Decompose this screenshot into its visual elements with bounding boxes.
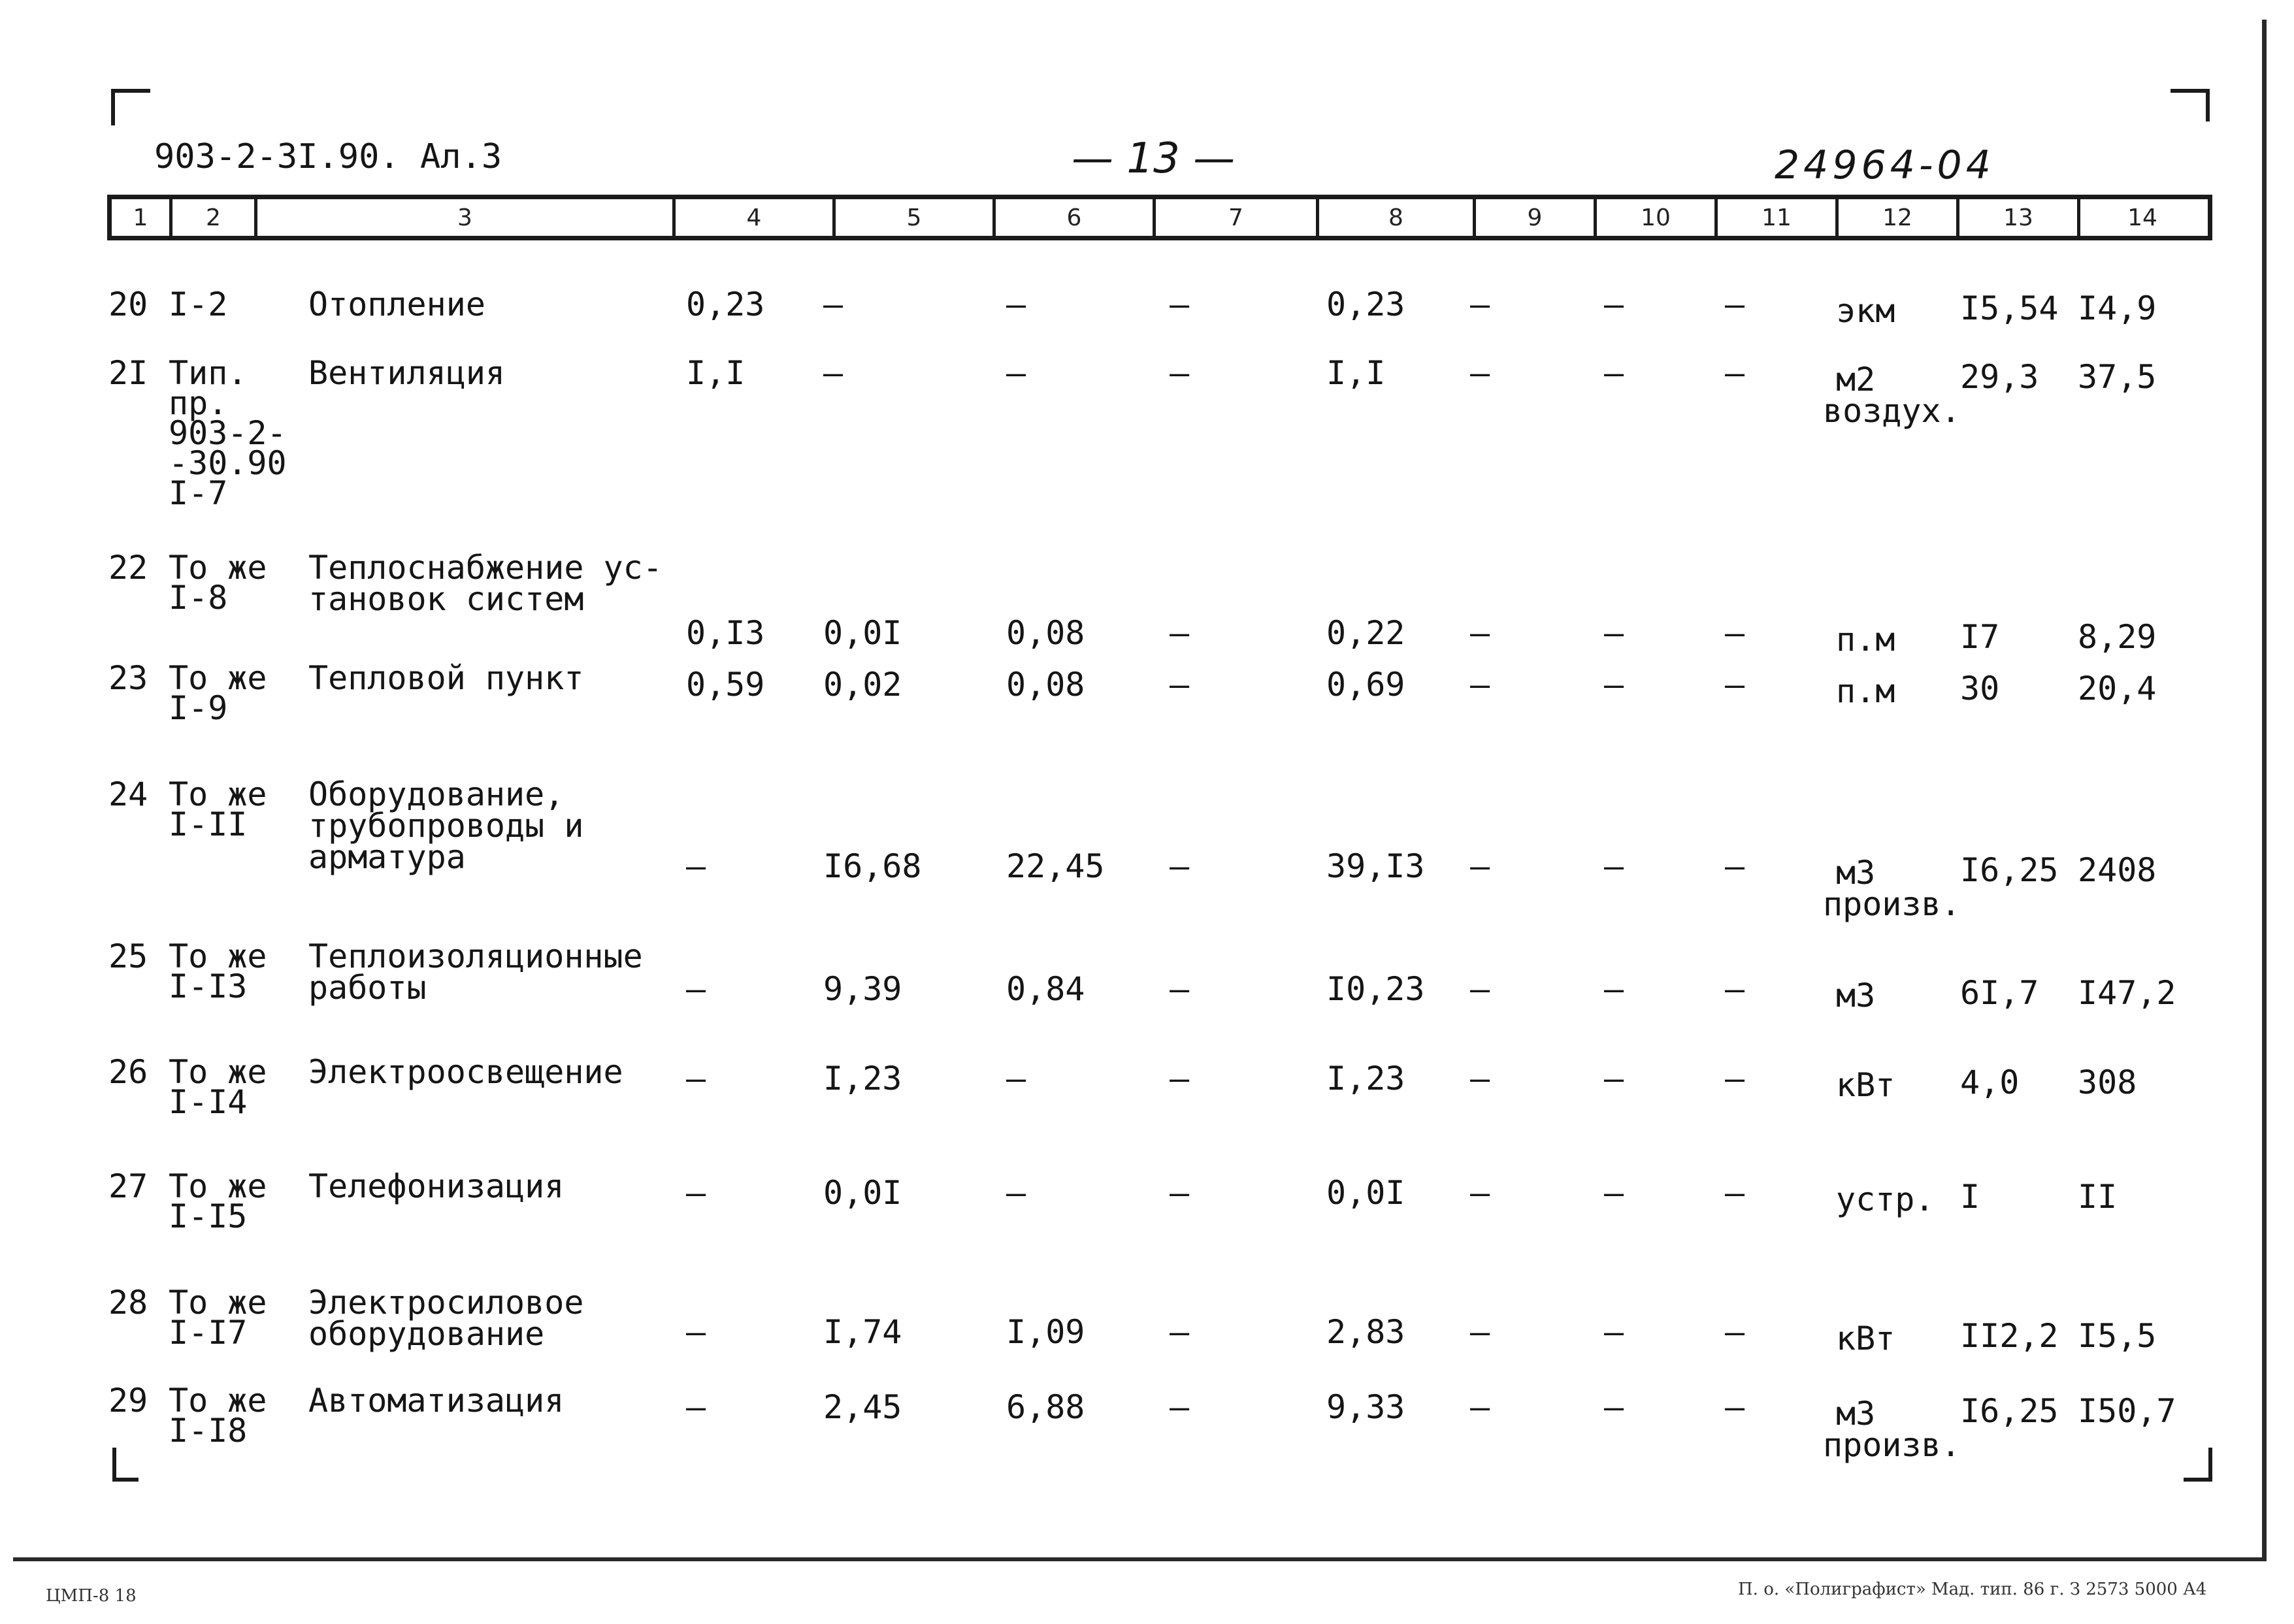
row-value-c7: – [1170,1313,1190,1351]
row-reference: То же [169,775,267,813]
row-reference: То же [169,1382,267,1420]
row-reference: I-I3 [169,967,248,1005]
row-reference: То же [169,1053,267,1091]
row-name: Тепловой пункт [308,659,584,697]
row-name: арматура [308,838,466,876]
column-number-9: 9 [1476,199,1597,236]
row-value-c6: – [1006,1174,1026,1212]
row-reference: I-I5 [169,1197,248,1235]
row-value-c9: – [1470,1174,1490,1212]
corner-mark-top-right [2206,89,2210,122]
row-number: 27 [108,1167,148,1205]
row-value-c14: 37,5 [2078,358,2157,396]
row-value-c4: I,I [686,354,746,392]
row-value-c5: I,74 [823,1313,902,1351]
row-name: работы [308,969,427,1007]
row-number: 28 [108,1284,148,1322]
row-value-c6: – [1006,1060,1026,1097]
row-value-c10: – [1604,1060,1624,1097]
document-code: 903-2-3I.90. Ал.3 [154,137,502,176]
row-name: Теплоизоляционные [308,937,643,975]
row-value-c10: – [1604,1388,1624,1426]
row-reference: пр. [169,384,228,422]
row-name: Теплоснабжение ус- [308,549,663,587]
row-value-c10: – [1604,666,1624,704]
row-value-c14: 8,29 [2078,618,2157,656]
row-value-c8: 0,69 [1326,666,1405,704]
row-unit: экм [1836,292,1895,330]
row-name: оборудование [308,1315,545,1353]
row-value-c9: – [1470,614,1490,652]
row-value-c11: – [1725,614,1745,652]
row-name: Вентиляция [308,354,506,392]
row-name: Оборудование, [308,775,565,813]
row-value-c8: 9,33 [1326,1388,1405,1426]
corner-mark-bottom-left [112,1448,116,1480]
row-unit: м3 [1836,1395,1876,1433]
row-value-c13: 4,0 [1960,1064,2020,1101]
corner-mark-bottom-right-h [2184,1478,2212,1482]
row-value-c9: – [1470,285,1490,323]
row-reference: То же [169,1167,267,1205]
row-value-c10: – [1604,614,1624,652]
row-reference: I-7 [169,474,228,512]
row-value-c4: – [686,847,706,885]
row-value-c7: – [1170,614,1190,652]
row-value-c14: I50,7 [2078,1392,2176,1430]
row-unit: кВт [1836,1066,1895,1104]
row-value-c6: 0,08 [1006,666,1085,704]
row-value-c14: 308 [2078,1064,2137,1101]
row-value-c4: – [686,1174,706,1212]
row-unit: м2 [1836,361,1876,398]
row-reference: I-2 [169,285,228,323]
corner-mark-bottom-right [2208,1448,2212,1480]
row-unit: п.м [1836,672,1895,710]
row-value-c14: I47,2 [2078,974,2176,1012]
row-value-c5: 0,0I [823,1174,902,1212]
page-number: — 13 — [1072,135,1236,183]
page-border-right [2262,20,2267,1561]
row-value-c13: 29,3 [1960,358,2039,396]
column-number-4: 4 [676,199,836,236]
row-value-c14: 2408 [2078,851,2157,889]
column-number-10: 10 [1597,199,1718,236]
row-value-c9: – [1470,1060,1490,1097]
row-unit: м3 [1836,854,1876,892]
row-reference: I-I7 [169,1314,248,1352]
row-name: трубопроводы и [308,807,584,845]
row-value-c5: – [823,354,844,392]
row-reference: То же [169,659,267,697]
row-reference: Тип. [169,354,248,392]
row-value-c4: – [686,1313,706,1351]
row-number: 23 [108,659,148,697]
footer-form-code: ЦМП-8 18 [46,1586,137,1606]
row-value-c11: – [1725,1060,1745,1097]
row-value-c10: – [1604,1313,1624,1351]
row-value-c11: – [1725,1388,1745,1426]
column-number-11: 11 [1718,199,1839,236]
row-unit: м3 [1836,977,1876,1015]
row-reference: I-II [169,805,248,843]
corner-mark-top-left [111,89,115,125]
row-value-c9: – [1470,970,1490,1008]
row-number: 24 [108,775,148,813]
column-number-2: 2 [172,199,257,236]
row-value-c7: – [1170,1060,1190,1097]
row-value-c10: – [1604,847,1624,885]
column-number-5: 5 [836,199,996,236]
row-value-c8: 0,0I [1326,1174,1405,1212]
row-value-c9: – [1470,1388,1490,1426]
row-number: 29 [108,1382,148,1420]
row-value-c4: – [686,1388,706,1426]
row-value-c11: – [1725,847,1745,885]
row-value-c6: 22,45 [1006,847,1105,885]
row-value-c7: – [1170,1174,1190,1212]
row-name: Электроосвещение [308,1053,623,1091]
corner-mark-top-left-h [111,89,150,93]
row-unit: устр. [1836,1180,1935,1218]
row-value-c9: – [1470,354,1490,392]
column-number-14: 14 [2127,204,2157,231]
row-value-c13: 30 [1960,670,2000,707]
row-value-c6: – [1006,354,1026,392]
row-value-c7: – [1170,285,1190,323]
row-value-c8: I,23 [1326,1060,1405,1097]
row-reference: То же [169,549,267,587]
inventory-number: 24964-04 [1775,142,1995,188]
row-value-c13: I [1960,1178,1980,1216]
row-value-c4: 0,I3 [686,614,765,652]
row-value-c10: – [1604,970,1624,1008]
row-name: Телефонизация [308,1167,565,1205]
row-value-c6: 0,84 [1006,970,1085,1008]
row-value-c5: I,23 [823,1060,902,1097]
row-value-c11: – [1725,1313,1745,1351]
row-number: 2I [108,354,148,392]
column-number-13: 13 [1959,199,2080,236]
column-number-header [107,195,2212,240]
row-value-c6: I,09 [1006,1313,1085,1351]
row-number: 26 [108,1053,148,1091]
row-value-c8: I,I [1326,354,1386,392]
row-value-c11: – [1725,285,1745,323]
footer-printer-info: П. о. «Полиграфист» Мад. тип. 86 г. З 2573 5000 А4 [1738,1580,2207,1599]
row-value-c13: 6I,7 [1960,974,2039,1012]
row-value-c5: – [823,285,844,323]
row-value-c7: – [1170,1388,1190,1426]
column-number-6: 6 [996,199,1156,236]
row-value-c10: – [1604,285,1624,323]
row-unit: произв. [1823,885,1961,923]
row-reference: I-9 [169,689,228,727]
row-unit: кВт [1836,1320,1895,1357]
row-value-c13: I5,54 [1960,289,2059,327]
column-number-8: 8 [1319,199,1476,236]
column-number-3: 3 [257,199,676,236]
row-value-c13: I6,25 [1960,1392,2059,1430]
row-value-c5: 0,02 [823,666,902,704]
row-value-c11: – [1725,354,1745,392]
row-unit: воздух. [1823,392,1961,430]
row-unit: п.м [1836,621,1895,658]
row-value-c11: – [1725,1174,1745,1212]
row-value-c8: 0,23 [1326,285,1405,323]
row-value-c4: 0,23 [686,285,765,323]
corner-mark-bottom-left-h [112,1478,139,1482]
row-value-c14: I4,9 [2078,289,2157,327]
row-name: Электросиловое [308,1284,584,1322]
row-value-c11: – [1725,666,1745,704]
row-reference: То же [169,1284,267,1322]
row-number: 22 [108,549,148,587]
row-value-c4: – [686,1060,706,1097]
row-value-c9: – [1470,666,1490,704]
row-value-c10: – [1604,1174,1624,1212]
row-reference: I-8 [169,579,228,617]
row-value-c13: I6,25 [1960,851,2059,889]
row-value-c5: 0,0I [823,614,902,652]
column-number-12: 12 [1839,199,1959,236]
row-unit: произв. [1823,1426,1961,1464]
row-value-c6: – [1006,285,1026,323]
page-border-bottom [13,1557,2267,1561]
row-value-c8: 0,22 [1326,614,1405,652]
row-value-c11: – [1725,970,1745,1008]
row-value-c8: I0,23 [1326,970,1425,1008]
corner-mark-top-right-h [2171,89,2210,93]
row-value-c14: 20,4 [2078,670,2157,707]
row-value-c9: – [1470,1313,1490,1351]
row-value-c4: 0,59 [686,666,765,704]
row-value-c7: – [1170,847,1190,885]
row-value-c14: I5,5 [2078,1317,2157,1355]
row-name: Отопление [308,285,485,323]
row-value-c10: – [1604,354,1624,392]
row-value-c5: I6,68 [823,847,922,885]
row-reference: I-I4 [169,1083,248,1121]
row-value-c9: – [1470,847,1490,885]
row-number: 20 [108,285,148,323]
row-reference: 903-2- [169,414,287,452]
row-value-c13: I7 [1960,618,2000,656]
row-value-c4: – [686,970,706,1008]
row-value-c7: – [1170,666,1190,704]
row-value-c8: 39,I3 [1326,847,1425,885]
row-value-c7: – [1170,354,1190,392]
row-value-c7: – [1170,970,1190,1008]
row-reference: То же [169,937,267,975]
row-number: 25 [108,937,148,975]
row-reference: I-I8 [169,1412,248,1450]
row-value-c14: II [2078,1178,2118,1216]
column-number-7: 7 [1156,199,1319,236]
row-name: тановок систем [308,580,584,618]
row-reference: -30.90 [169,444,287,482]
row-value-c5: 2,45 [823,1388,902,1426]
row-value-c13: II2,2 [1960,1317,2059,1355]
row-value-c8: 2,83 [1326,1313,1405,1351]
row-value-c6: 6,88 [1006,1388,1085,1426]
row-value-c5: 9,39 [823,970,902,1008]
row-value-c6: 0,08 [1006,614,1085,652]
column-number-1: 1 [112,199,172,236]
row-name: Автоматизация [308,1382,565,1420]
